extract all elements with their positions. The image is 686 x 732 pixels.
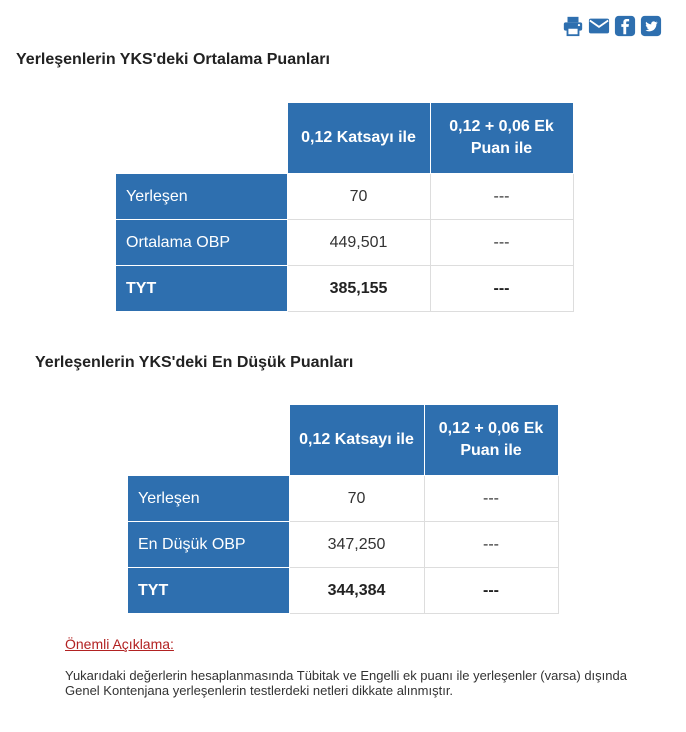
cell-value: 449,501: [287, 220, 430, 266]
cell-value: 70: [289, 476, 424, 522]
row-label: TYT: [128, 568, 290, 614]
cell-value: ---: [430, 174, 573, 220]
table-header-row: [128, 405, 559, 476]
email-icon[interactable]: [588, 15, 610, 37]
cell-value: 344,384: [289, 568, 424, 614]
section-title-average: Yerleşenlerin YKS'deki Ortalama Puanları: [16, 51, 330, 68]
twitter-icon[interactable]: [640, 15, 662, 37]
cell-value: 385,155: [287, 266, 430, 312]
important-note-label: Önemli Açıklama:: [65, 636, 174, 652]
table-row: [128, 568, 559, 614]
table-row: [128, 476, 559, 522]
print-icon[interactable]: [562, 15, 584, 37]
table-row: [116, 220, 574, 266]
section-title-minimum: Yerleşenlerin YKS'deki En Düşük Puanları: [35, 354, 354, 371]
cell-value: ---: [424, 568, 558, 614]
cell-value: ---: [424, 476, 558, 522]
table-row: [116, 174, 574, 220]
important-note-text: Yukarıdaki değerlerin hesaplanmasında Tübitak ve Engelli ek puanı ile yerleşenler (varsa) dışında Genel Kontenjana yerleşenlerin testlerdeki netleri dikkate alınmıştır.: [65, 668, 627, 698]
average-scores-table: [115, 102, 574, 312]
column-header-coefficient: 0,12 Katsayı ile: [289, 405, 424, 476]
share-bar: [562, 15, 662, 37]
row-label: Yerleşen: [116, 174, 288, 220]
cell-value: ---: [424, 522, 558, 568]
column-header-bonus: 0,12 + 0,06 Ek Puan ile: [424, 405, 558, 476]
table-header-row: [116, 103, 574, 174]
minimum-scores-table: [127, 404, 559, 614]
cell-value: 70: [287, 174, 430, 220]
cell-value: 347,250: [289, 522, 424, 568]
row-label: Ortalama OBP: [116, 220, 288, 266]
table-row: [116, 266, 574, 312]
row-label: TYT: [116, 266, 288, 312]
row-label: Yerleşen: [128, 476, 290, 522]
column-header-coefficient: 0,12 Katsayı ile: [287, 103, 430, 174]
table-corner: [128, 405, 290, 476]
facebook-icon[interactable]: [614, 15, 636, 37]
row-label: En Düşük OBP: [128, 522, 290, 568]
column-header-bonus: 0,12 + 0,06 Ek Puan ile: [430, 103, 573, 174]
table-row: [128, 522, 559, 568]
cell-value: ---: [430, 220, 573, 266]
table-corner: [116, 103, 288, 174]
cell-value: ---: [430, 266, 573, 312]
